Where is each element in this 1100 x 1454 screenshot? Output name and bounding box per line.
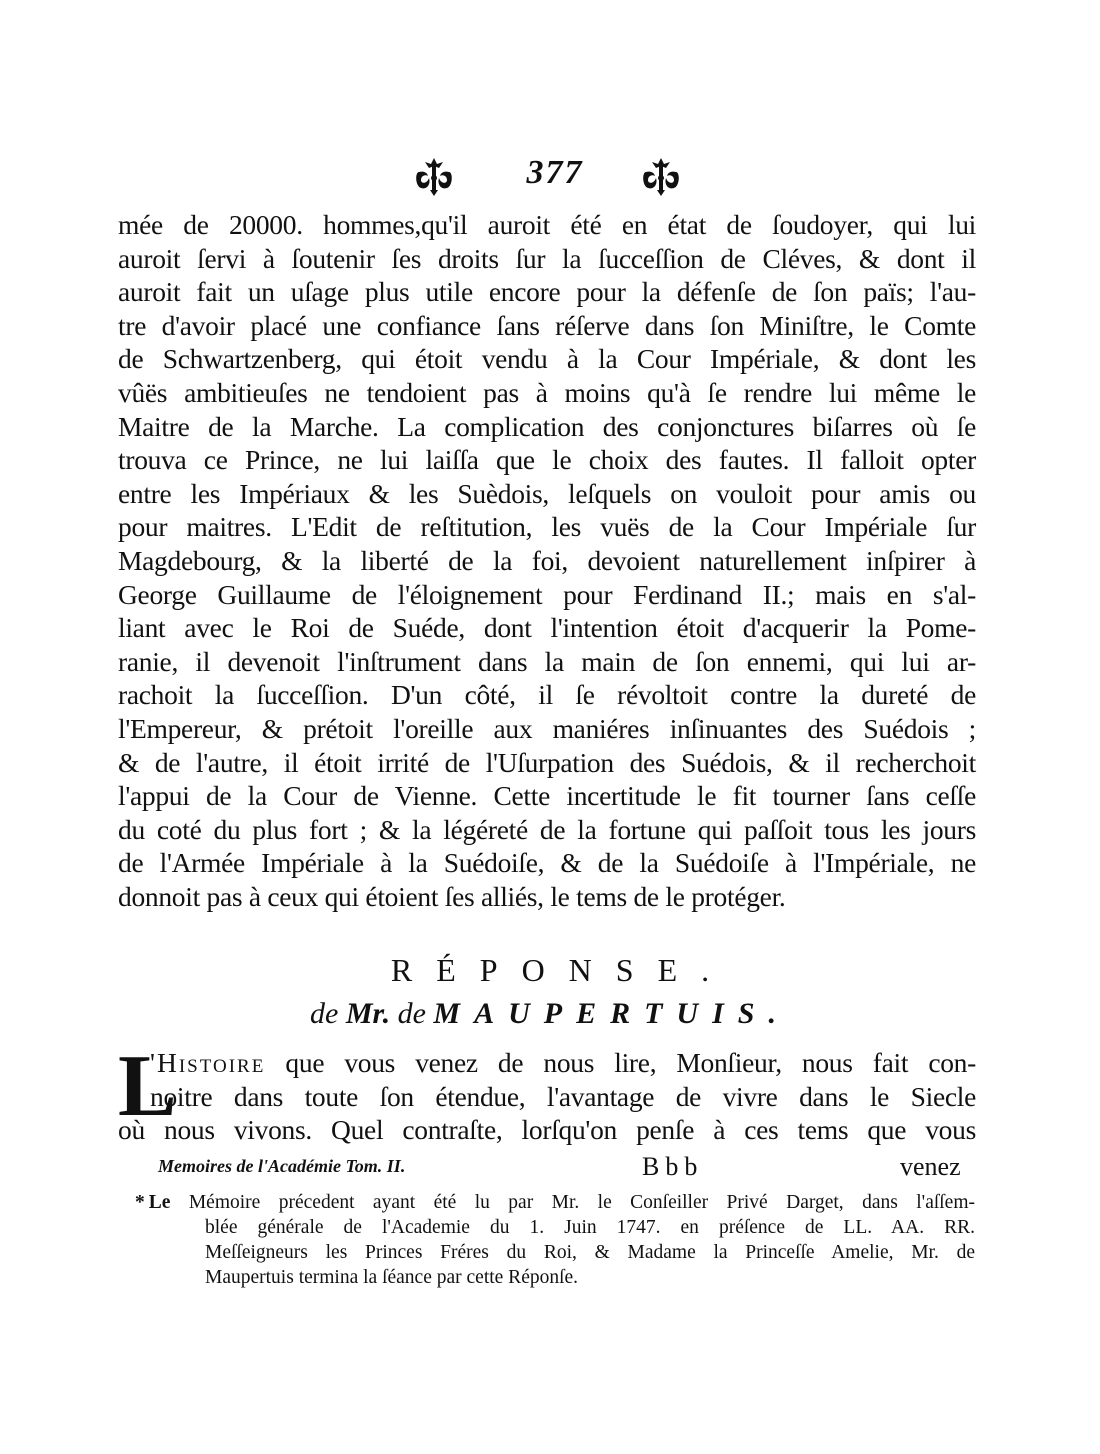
signature-mark: Bbb [642,1152,704,1181]
text-line: l'appui de la Cour de Vienne. Cette incertitude le fit tourner ſans ceſſe [118,780,976,812]
journal-reference: Memoires de l'Académie Tom. II. [158,1156,406,1176]
footnote-line: Meſſeigneurs les Princes Fréres du Roi, & Madame la Princeſſe Amelie, Mr. de [205,1242,975,1263]
text-line: de Schwartzenberg, qui étoit vendu à la Cour Impériale, & dont les [118,343,976,375]
text-line: où nous vivons. Quel contraſte, lorſqu'on penſe à ces tems que vous [118,1114,976,1146]
footnote [135,1190,975,1290]
text-line: Maitre de la Marche. La complication des conjonctures biſarres où ſe [118,410,976,442]
text-line: auroit fait un uſage plus utile encore pour la défenſe de ſon païs; l'au- [118,276,976,308]
text-line: rachoit la ſucceſſion. D'un côté, il ſe révoltoit contre la dureté de [118,679,976,711]
footnote-line: blée générale de l'Academie du 1. Juin 1747. en préſence de LL. AA. RR. [205,1217,975,1238]
text-line: liant avec le Roi de Suéde, dont l'intention étoit d'acquerir la Pome- [118,612,976,644]
page-header [0,150,1100,200]
subtitle-prefix: de [397,997,426,1030]
text-line: trouva ce Prince, ne lui laiſſa que le choix des fautes. Il falloit opter [118,444,976,476]
section-subtitle [0,997,1100,1031]
text-line: entre les Impériaux & les Suèdois, leſquels on vouloit pour amis ou [118,477,976,509]
text-line: & de l'autre, il étoit irrité de l'Uſurpation des Suédois, & il recherchoit [118,746,976,778]
subtitle-title: Mr. [345,997,391,1030]
footnote-line [135,1190,975,1215]
text-line: de l'Armée Impériale à la Suédoiſe, & de la Suédoiſe à l'Impériale, ne [118,847,976,879]
text-line: noitre dans toute ſon étendue, l'avantage de vivre dans le Siecle [150,1080,976,1112]
author-name: MAUPERTUIS. [433,997,790,1030]
text-line [118,1046,976,1080]
footnote-asterisk: * [135,1192,145,1213]
text-line: George Guillaume de l'éloignement pour Ferdinand II.; mais en s'al- [118,578,976,610]
text-line: pour maitres. L'Edit de reſtitution, les vuës de la Cour Impériale ſur [118,511,976,543]
text-line: donnoit pas à ceux qui étoient ſes alliés, le tems de le protéger. [118,880,786,912]
page-footer [158,1152,961,1182]
text-line: du coté du plus fort ; & la légéreté de la fortune qui paſſoit tous les jours [118,813,976,845]
main-paragraph [118,208,976,913]
text-line: vûës ambitieuſes ne tendoient pas à moins qu'à ſe rendre lui même le [118,376,976,408]
section-title: RÉPONSE. [390,952,734,988]
catchword: venez [900,1152,961,1181]
page-number: 377 [526,154,584,191]
fleuron-ornament-icon [640,156,682,196]
opening-word: 'Histoire [150,1047,266,1078]
text-line: mée de 20000. hommes,qu'il auroit été en état de ſoudoyer, qui lui [118,209,976,240]
subtitle-prefix: de [310,997,339,1030]
fleuron-ornament-icon [413,156,455,196]
drop-cap: L [118,1038,177,1135]
text-line: tre d'avoir placé une confiance ſans réſerve dans ſon Miniſtre, le Comte [118,309,976,341]
text-line: ranie, il devenoit l'inſtrument dans la main de ſon ennemi, qui lui ar- [118,645,976,677]
footnote-lead: Le [148,1192,171,1213]
reply-paragraph [118,1038,976,1147]
text-line: auroit ſervi à ſoutenir ſes droits ſur la ſucceſſion de Cléves, & dont il [118,242,976,274]
footnote-text: Mémoire précedent ayant été lu par Mr. le Conſeiller Privé Darget, dans l'aſſem- [170,1192,975,1213]
text-line-rest: que vous venez de nous lire, Monſieur, nous fait con- [265,1047,976,1078]
text-line: Magdebourg, & la liberté de la foi, devoient naturellement inſpirer à [118,544,976,576]
footnote-line: Maupertuis termina la ſéance par cette Réponſe. [205,1267,579,1288]
text-line: l'Empereur, & prétoit l'oreille aux maniéres inſinuantes des Suédois ; [118,712,976,744]
